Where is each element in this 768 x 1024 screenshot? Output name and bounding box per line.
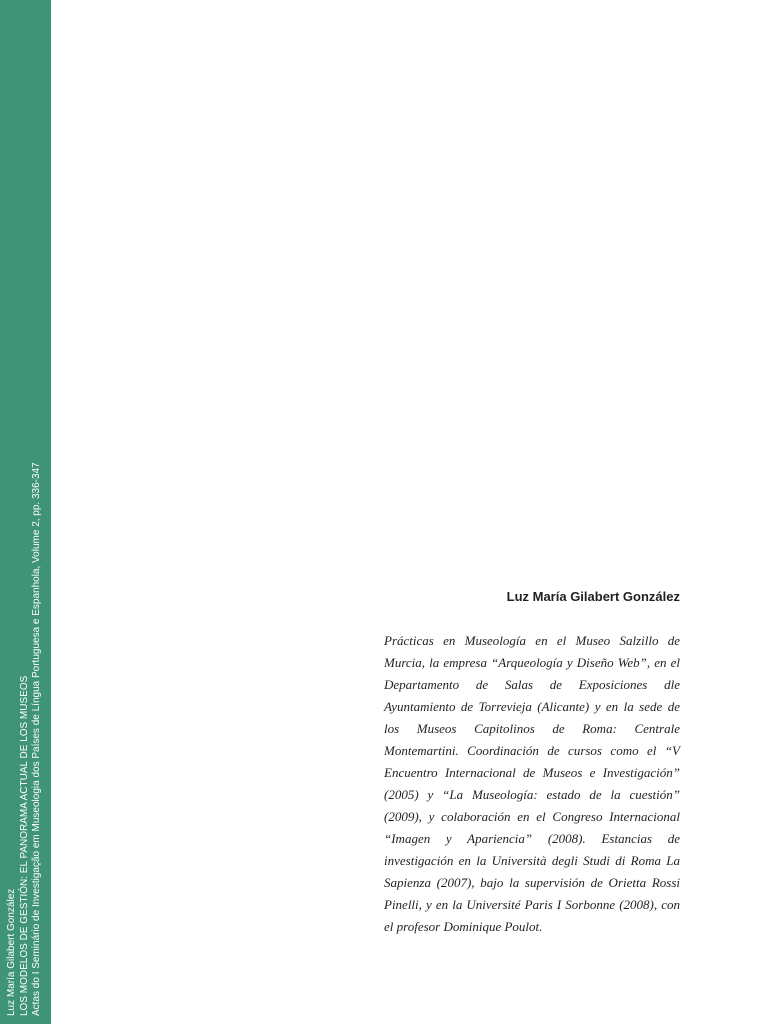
sidebar-band [0,0,51,1024]
bio-paragraph: Prácticas en Museología en el Museo Salzillo de Murcia, la empresa “Arqueología y Diseño Web”, en el Departamento de Salas de Exposiciones dle Ayuntamiento de Torrevieja (Alicante) y en la sede de los Museos Capitolinos de Roma: Centrale Montemartini. Coordinación de cursos como el “V Encuentro Internacional de Museos e Investigación” (2005) y “La Museología: estado de la cuestión” (2009), y colaboración en el Congreso Internacional “Imagen y Apariencia” (2008). Estancias de investigación en la Università degli Studi di Roma La Sapienza (2007), bajo la supervisión de Orietta Rossi Pinelli, y en la Université Paris I Sorbonne (2008), con el profesor Dominique Poulot. [384,633,680,934]
bio-author-name: Luz María Gilabert González [506,589,680,604]
sidebar-citation-block [6,462,44,1016]
sidebar-citation: Actas do I Seminário de Investigação em Museologia dos Países de Língua Portuguesa e Espanhola, Volume 2, pp. 336-347 [31,462,42,1016]
sidebar-article-title: LOS MODELOS DE GESTIÓN: EL PANORAMA ACTUAL DE LOS MUSEOS [18,675,30,1016]
sidebar-author: Luz María Gilabert González [6,888,17,1016]
